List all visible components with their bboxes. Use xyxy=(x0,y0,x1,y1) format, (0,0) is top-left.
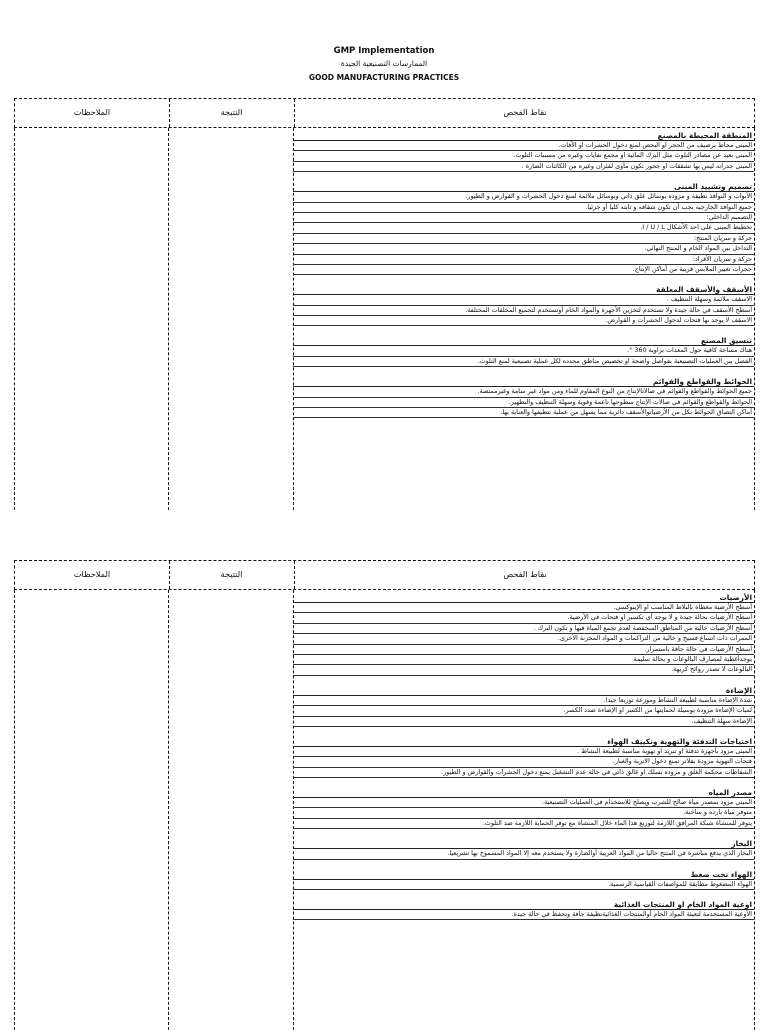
checklist-row: أسطح الأرضية مغطاة بالبلاط المناسب او الإيبوكسي. xyxy=(293,603,754,613)
section-title: اوعية المواد الخام او المنتجات الغذائية xyxy=(293,900,754,910)
header-notes: الملاحظات xyxy=(73,107,111,117)
section-title: مصدر المياه xyxy=(293,788,754,798)
table-header xyxy=(14,98,755,128)
header-notes: الملاحظات xyxy=(73,569,111,579)
header-checkpoints: نقاط الفحص xyxy=(503,107,547,117)
checklist-row: حركة و سريان المنتج: xyxy=(293,234,754,244)
section-title: البخار xyxy=(293,839,754,849)
checklist-row: يوجدأغطية لمصارف البالوعات و بحالة سليمة xyxy=(293,655,754,665)
checklist-row: أسطح الأسقف في حالة جيدة ولا تستخدم لتخزين الأجهزة والمواد الخام أوتستخدم لتجميع المخلفات المختلفة. xyxy=(293,306,754,316)
checklist-row: جميع النوافذ الخارجيه يجب أن تكون شفافه و ثابته كليا أو جزئيا. xyxy=(293,203,754,213)
header-checkpoints: نقاط الفحص xyxy=(503,569,547,579)
checklist-row: الاسقف ملائمة وسهلة التنظيف . xyxy=(293,295,754,305)
section-title: الأرضيات xyxy=(293,593,754,603)
checklist-row: المبنى جدرانه ليس بها تشققات او جحور تكون مأوى لفئران وغيره من الكائنات الضارة . xyxy=(293,162,754,172)
checklist-row: تخطيط المبنى على احد الأشكال I / U / L. xyxy=(293,223,754,233)
checklist-row: المبنى محاط برصيف من الحجر او البحص لمنع دخول الحشرات او الآفات. xyxy=(293,141,754,151)
checklist-row: الاسقف لا يوجد بها فتحات لدخول الحشرات و القوارض. xyxy=(293,316,754,326)
checklist-row: الشفاطات محكمة الغلق و مزوده بسلك او غالق ذاتي في حالة عدم التشغيل يمنع دخول الحشرات والقوارض و الطيور. xyxy=(293,768,754,778)
section-title: الهواء تحت ضغط xyxy=(293,870,754,880)
checklist-row: أسطح الأرضيات في حالة جافة باستمرار. xyxy=(293,645,754,655)
header-result: النتيجة xyxy=(220,107,243,117)
checklist-row: حجرات تغيير الملابس قريبة من أماكن الإنتاج. xyxy=(293,265,754,275)
checklist-row: أسطح الأرضيات خالية من المناطق المنخفضة لعدم تجمع المياة فيها و تكون البرك . xyxy=(293,624,754,634)
table-2-rows xyxy=(293,591,754,920)
section-title: المنطقة المحيطة بالمصنع xyxy=(293,131,754,141)
section-title: تصميم وتشييد المبنى xyxy=(293,182,754,192)
document-subtitle-en: GOOD MANUFACTURING PRACTICES xyxy=(308,73,460,82)
checklist-row: الهواء المضغوط مطابقة للمواصفات القياسية الرسمية. xyxy=(293,880,754,890)
checklist-row: الأوعية المستخدمة لتعبئة المواد الخام أوالمنتجات الغذائيةنظيفة جافة وتحفظ في حالة جيدة. xyxy=(293,910,754,920)
document-title-en: GMP Implementation xyxy=(333,46,435,56)
header-result: النتيجة xyxy=(220,569,243,579)
checklist-row: التداخل بين المواد الخام و المنتج النهائي. xyxy=(293,244,754,254)
section-title: الحوائط والقواطع والقوائم xyxy=(293,377,754,387)
section-title: تنسيق المصنع xyxy=(293,336,754,346)
section-title: احتياجات التدفئة والتهوية وتكييف الهواء xyxy=(293,737,754,747)
checklist-row: متوفر مياة بارده و ساخنة. xyxy=(293,808,754,818)
checklist-row: المبنى مزود بمصدر مياة صالح للشرب ويصلح للاستخدام في العمليات التصنيعية. xyxy=(293,798,754,808)
table-1-rows xyxy=(293,129,754,418)
section-title: الأسقف والأسقف المعلقة xyxy=(293,285,754,295)
checklist-row: أسطح الأرضيات بحالة جيدة و لا يوجد أي تكسير او فتحات في الأرضية. xyxy=(293,613,754,623)
checklist-row: البالوعات لا تصدر روائح كريهة. xyxy=(293,665,754,675)
checklist-row: يتوفر للمنشاة شبكة المرافق اللازمة لتوزيع هذا الماء خلال المنشاة مع توفر الحماية اللازمة ضد التلوث. xyxy=(293,819,754,829)
document-title-ar: الممارسات التصنيعية الجيدة xyxy=(340,59,428,68)
checklist-row: الإضاءة سهلة التنظيف. xyxy=(293,717,754,727)
checklist-row: التصميم الداخلي: xyxy=(293,213,754,223)
checklist-row: جميع الحوائط والقواطع والقوائم في صالاتالإنتاج من النوع المقاوم للماء ومن مواد غير سامة وغيرممتصة. xyxy=(293,387,754,397)
checklist-row: الفصل بين العمليات التصنيعية بفواصل واضحة او تخصيص مناطق محدده لكل عملية تصنيعية لمنع التلوث. xyxy=(293,357,754,367)
table-header xyxy=(14,560,755,590)
checklist-row: الممرات ذات اتساع فسيح و خالية من التراكمات و المواد المخزنة الأخرى. xyxy=(293,634,754,644)
checklist-row: حركة و سريان الأفراد: xyxy=(293,255,754,265)
section-title: الإضاءة xyxy=(293,686,754,696)
checklist-row: المبنى بعيد عن مصادر التلوث مثل البرك المائية او مجمع نفايات وغيره من مسببات التلوث. xyxy=(293,151,754,161)
checklist-row: هناك مساحة كافية حول المعدات بزاوية 360 °. xyxy=(293,346,754,356)
checklist-row: فتحات التهوية مزودة بفلاتر تمنع دخول الاتربة والغبار. xyxy=(293,757,754,767)
checklist-row: لمبات الإضاءة مزودة بوسيلة لحمايتها من الكسر او الإضاءة ضدد الكسر. xyxy=(293,706,754,716)
checklist-row: أماكن التصاق الحوائط بكل من الأرضياتوالأسقف دائرية مما يسهل من عملية تنظيفها والعناية بها. xyxy=(293,408,754,418)
checklist-row: شدة الإضاءة مناسبة لطبيعة النشاط وموزعة توزيعا جيدا. xyxy=(293,696,754,706)
checklist-row: الأبواب و النوافذ نظيفة و مزوده بوسائل غلق ذاتي وبوسائل ملائمة لمنع دخول الحشرات و القوارض و الطيور. xyxy=(293,192,754,202)
checklist-row: الحوائط والقواطع والقوائم في صالات الإنتاج سطوحها ناعمة وقوية وسهلة التنظيف والتطهير. xyxy=(293,398,754,408)
checklist-row: البخار الذي يدفع مباشرة في المنتج خاليا من المواد الغريبة أوالضارة ولا يستخدم معه إلا المواد المسموح بها تشريعيا. xyxy=(293,849,754,859)
checklist-row: المبنى مزود بأجهزة تدفئة او تبريد او تهوية مناسبة لطبيعة النشاط . xyxy=(293,747,754,757)
